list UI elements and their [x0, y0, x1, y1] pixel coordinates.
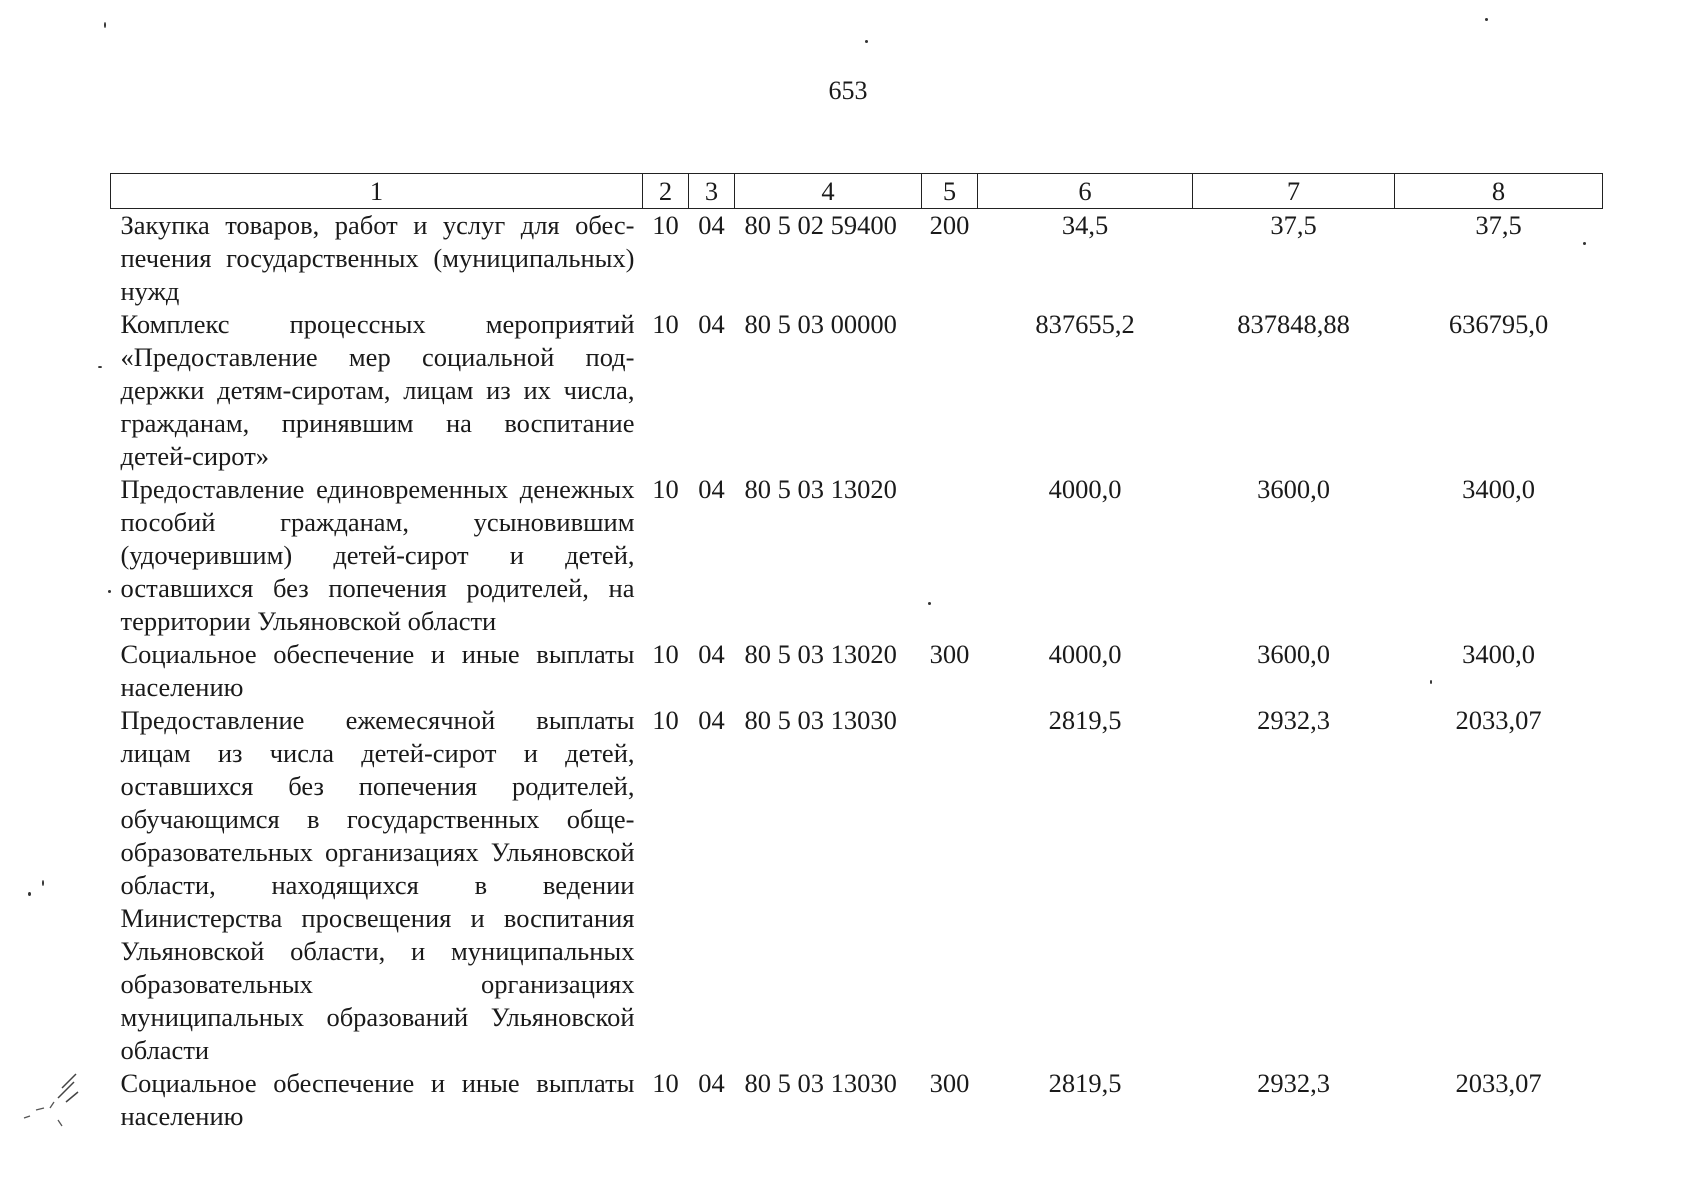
- row-value-6: 2819,5: [1048, 1068, 1122, 1098]
- header-col-2: 2: [643, 174, 689, 209]
- row-target-code: 80 5 03 13020: [744, 474, 897, 504]
- table-row: [111, 704, 1603, 1067]
- row-value-8: 3400,0: [1462, 639, 1535, 669]
- row-section: 10: [652, 474, 679, 504]
- row-value-8: 3400,0: [1462, 474, 1535, 504]
- table-row: [111, 209, 1603, 309]
- row-section: 10: [652, 639, 679, 669]
- scan-speck: [28, 892, 31, 896]
- row-expense-type: 300: [929, 1068, 970, 1098]
- row-target-code: 80 5 03 13030: [744, 705, 897, 735]
- header-col-8: 8: [1395, 174, 1603, 209]
- row-subsection: 04: [698, 210, 725, 240]
- row-subsection: 04: [698, 474, 725, 504]
- row-description: Социальное обеспечение и иные выплаты населению: [120, 639, 635, 702]
- row-section: 10: [652, 210, 679, 240]
- budget-table: [110, 173, 1603, 1133]
- scan-speck: [42, 880, 44, 886]
- header-row: [111, 174, 1603, 209]
- row-description: Социальное обеспечение и иные выплаты населению: [120, 1068, 635, 1131]
- row-section: 10: [652, 705, 679, 735]
- row-value-6: 4000,0: [1048, 639, 1122, 669]
- header-col-1: 1: [111, 174, 643, 209]
- header-col-5: 5: [922, 174, 978, 209]
- scan-speck: [1485, 18, 1488, 21]
- row-value-8: 636795,0: [1448, 309, 1549, 339]
- row-value-6: 2819,5: [1048, 705, 1122, 735]
- table-body: [111, 209, 1603, 1134]
- handwritten-mark: [14, 1068, 94, 1138]
- row-value-6: 4000,0: [1048, 474, 1122, 504]
- scan-speck: [928, 602, 931, 605]
- row-value-6: 34,5: [1061, 210, 1109, 240]
- scan-speck: [1430, 680, 1432, 684]
- header-col-7: 7: [1193, 174, 1395, 209]
- row-value-8: 2033,07: [1455, 705, 1542, 735]
- scan-speck: [108, 590, 111, 593]
- scan-speck: [1583, 242, 1586, 245]
- row-subsection: 04: [698, 309, 725, 339]
- scan-speck: [104, 22, 106, 28]
- row-section: 10: [652, 309, 679, 339]
- row-value-7: 3600,0: [1257, 639, 1330, 669]
- row-expense-type: [922, 473, 978, 638]
- table-row: [111, 308, 1603, 473]
- table-row: [111, 1067, 1603, 1133]
- header-col-6: 6: [978, 174, 1193, 209]
- table-header: [111, 174, 1603, 209]
- row-target-code: 80 5 03 13020: [744, 639, 897, 669]
- scan-speck: [98, 366, 102, 368]
- row-description: Предоставление единовременных денежных пособий гражданам, усыновившим (удочерившим) детей-сирот и детей, оставшихся без попечения родителей, на территории Ульяновской области: [120, 474, 635, 636]
- row-value-7: 3600,0: [1257, 474, 1330, 504]
- row-subsection: 04: [698, 639, 725, 669]
- header-col-4: 4: [735, 174, 922, 209]
- row-expense-type: 200: [929, 210, 970, 240]
- row-target-code: 80 5 03 13030: [744, 1068, 897, 1098]
- page-number: 653: [828, 76, 868, 105]
- row-description: Предоставление ежемесячной выплаты лицам из числа детей-сирот и детей, оставшихся без попечения родителей, обучающимся в государственных общеобразовательных организациях Ульяновской области, находящихся в ведении Министерства просвещения и воспитания Ульяновской области, и муниципальных образовательных организациях муниципальных образований Ульяновской области: [120, 705, 635, 1065]
- row-value-8: 2033,07: [1455, 1068, 1542, 1098]
- row-description: Комплекс процессных мероприятий «Предоставление мер социальной поддержки детям-сиротам, лицам из их числа, гражданам, принявшим на воспитание детей-сирот»: [120, 309, 635, 471]
- row-description: Закупка товаров, работ и услуг для обеспечения государственных (муниципальных) нужд: [120, 210, 635, 306]
- row-target-code: 80 5 02 59400: [744, 210, 897, 240]
- row-value-7: 2932,3: [1257, 705, 1330, 735]
- row-value-7: 837848,88: [1237, 309, 1350, 339]
- row-value-7: 2932,3: [1257, 1068, 1330, 1098]
- row-expense-type: [922, 704, 978, 1067]
- scan-speck: [865, 40, 868, 43]
- row-value-7: 37,5: [1270, 210, 1317, 240]
- row-subsection: 04: [698, 1068, 725, 1098]
- row-expense-type: 300: [929, 639, 970, 669]
- row-value-6: 837655,2: [1035, 309, 1135, 339]
- row-expense-type: [922, 308, 978, 473]
- header-col-3: 3: [689, 174, 735, 209]
- row-section: 10: [652, 1068, 679, 1098]
- row-value-8: 37,5: [1475, 210, 1522, 240]
- row-subsection: 04: [698, 705, 725, 735]
- table-row: [111, 473, 1603, 638]
- table-row: [111, 638, 1603, 704]
- row-target-code: 80 5 03 00000: [744, 309, 897, 339]
